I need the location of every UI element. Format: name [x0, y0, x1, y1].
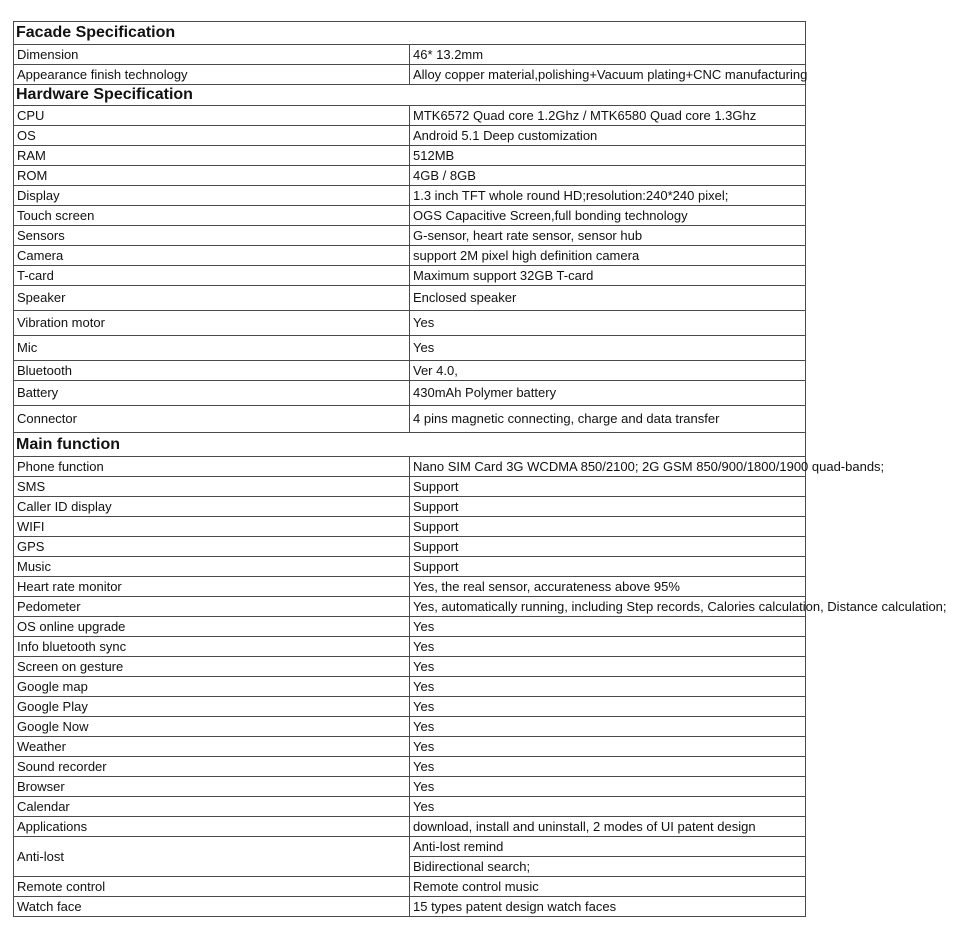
spec-row	[14, 381, 806, 406]
spec-label: Calendar	[14, 797, 410, 817]
spec-label: Display	[14, 186, 410, 206]
spec-label: Watch face	[14, 897, 410, 917]
spec-row	[14, 266, 806, 286]
spec-label: Weather	[14, 737, 410, 757]
spec-row	[14, 186, 806, 206]
spec-row	[14, 286, 806, 311]
spec-row	[14, 637, 806, 657]
section-title: Main function	[14, 433, 806, 457]
spec-label: CPU	[14, 106, 410, 126]
spec-value: 1.3 inch TFT whole round HD;resolution:240*240 pixel;	[410, 186, 806, 206]
spec-value: Yes	[410, 737, 806, 757]
spec-value: MTK6572 Quad core 1.2Ghz / MTK6580 Quad core 1.3Ghz	[410, 106, 806, 126]
spec-value: Remote control music	[410, 877, 806, 897]
spec-label: Caller ID display	[14, 497, 410, 517]
spec-value: Support	[410, 557, 806, 577]
spec-value: support 2M pixel high definition camera	[410, 246, 806, 266]
spec-value: Bidirectional search;	[410, 857, 806, 877]
spec-row	[14, 146, 806, 166]
spec-row	[14, 166, 806, 186]
spec-label: Sound recorder	[14, 757, 410, 777]
section-header-row	[14, 85, 806, 106]
spec-row	[14, 406, 806, 433]
spec-row	[14, 361, 806, 381]
spec-label: Music	[14, 557, 410, 577]
spec-row	[14, 311, 806, 336]
spec-label: Pedometer	[14, 597, 410, 617]
spec-label: Dimension	[14, 45, 410, 65]
section-header-row	[14, 22, 806, 45]
spec-value: Maximum support 32GB T-card	[410, 266, 806, 286]
spec-row	[14, 577, 806, 597]
spec-value: Yes	[410, 336, 806, 361]
spec-value: Ver 4.0,	[410, 361, 806, 381]
spec-label: Google map	[14, 677, 410, 697]
spec-value: Support	[410, 517, 806, 537]
spec-label: RAM	[14, 146, 410, 166]
spec-label: Heart rate monitor	[14, 577, 410, 597]
spec-row	[14, 336, 806, 361]
spec-value: 4GB / 8GB	[410, 166, 806, 186]
spec-row	[14, 457, 806, 477]
spec-value: Nano SIM Card 3G WCDMA 850/2100; 2G GSM 850/900/1800/1900 quad-bands;	[410, 457, 806, 477]
spec-value: Yes, automatically running, including Step records, Calories calculation, Distance calculation;	[410, 597, 806, 617]
spec-row	[14, 537, 806, 557]
spec-row	[14, 477, 806, 497]
spec-row	[14, 677, 806, 697]
spec-value: Yes	[410, 637, 806, 657]
spec-row	[14, 45, 806, 65]
spec-row-anti-lost	[14, 837, 806, 857]
spec-label: Info bluetooth sync	[14, 637, 410, 657]
spec-row	[14, 65, 806, 85]
spec-label: T-card	[14, 266, 410, 286]
spec-value: 15 types patent design watch faces	[410, 897, 806, 917]
spec-label: ROM	[14, 166, 410, 186]
spec-label: Touch screen	[14, 206, 410, 226]
spec-value: Yes	[410, 777, 806, 797]
spec-row	[14, 517, 806, 537]
spec-row	[14, 226, 806, 246]
spec-row	[14, 697, 806, 717]
spec-value: Anti-lost remind	[410, 837, 806, 857]
spec-value: G-sensor, heart rate sensor, sensor hub	[410, 226, 806, 246]
spec-label: Sensors	[14, 226, 410, 246]
spec-row	[14, 717, 806, 737]
spec-row	[14, 757, 806, 777]
spec-row	[14, 897, 806, 917]
spec-row	[14, 106, 806, 126]
spec-value: 512MB	[410, 146, 806, 166]
section-title: Hardware Specification	[14, 85, 806, 106]
spec-label: Phone function	[14, 457, 410, 477]
spec-value: Yes	[410, 617, 806, 637]
spec-value: Enclosed speaker	[410, 286, 806, 311]
spec-value: 430mAh Polymer battery	[410, 381, 806, 406]
spec-row	[14, 737, 806, 757]
spec-row	[14, 597, 806, 617]
spec-label: Connector	[14, 406, 410, 433]
spec-row	[14, 797, 806, 817]
spec-value: Yes	[410, 311, 806, 336]
spec-value: Yes	[410, 797, 806, 817]
spec-value: Yes	[410, 757, 806, 777]
spec-row	[14, 246, 806, 266]
spec-label: Browser	[14, 777, 410, 797]
spec-value: Yes	[410, 717, 806, 737]
section-header-row	[14, 433, 806, 457]
specification-table	[13, 21, 947, 917]
spec-label: SMS	[14, 477, 410, 497]
spec-row	[14, 126, 806, 146]
spec-label: Bluetooth	[14, 361, 410, 381]
spec-label: Speaker	[14, 286, 410, 311]
spec-label: OS online upgrade	[14, 617, 410, 637]
spec-label: Anti-lost	[14, 837, 410, 877]
spec-row	[14, 557, 806, 577]
spec-value: Alloy copper material,polishing+Vacuum plating+CNC manufacturing	[410, 65, 806, 85]
spec-label: Appearance finish technology	[14, 65, 410, 85]
spec-row	[14, 617, 806, 637]
spec-label: Mic	[14, 336, 410, 361]
spec-row	[14, 497, 806, 517]
spec-value: 4 pins magnetic connecting, charge and data transfer	[410, 406, 806, 433]
spec-value: Yes, the real sensor, accurateness above 95%	[410, 577, 806, 597]
spec-label: Remote control	[14, 877, 410, 897]
spec-value: 46* 13.2mm	[410, 45, 806, 65]
spec-label: WIFI	[14, 517, 410, 537]
spec-value: Yes	[410, 677, 806, 697]
spec-value: Support	[410, 477, 806, 497]
spec-label: GPS	[14, 537, 410, 557]
spec-label: Google Play	[14, 697, 410, 717]
spec-row	[14, 657, 806, 677]
spec-row	[14, 877, 806, 897]
spec-label: Vibration motor	[14, 311, 410, 336]
spec-label: OS	[14, 126, 410, 146]
spec-row	[14, 817, 806, 837]
spec-row	[14, 206, 806, 226]
spec-value: download, install and uninstall, 2 modes of UI patent design	[410, 817, 806, 837]
spec-value: Support	[410, 537, 806, 557]
spec-label: Camera	[14, 246, 410, 266]
spec-label: Screen on gesture	[14, 657, 410, 677]
section-title: Facade Specification	[14, 22, 806, 45]
spec-value: Yes	[410, 697, 806, 717]
spec-value: Support	[410, 497, 806, 517]
spec-value: Yes	[410, 657, 806, 677]
spec-label: Battery	[14, 381, 410, 406]
spec-row	[14, 777, 806, 797]
spec-value: Android 5.1 Deep customization	[410, 126, 806, 146]
spec-label: Applications	[14, 817, 410, 837]
spec-value: OGS Capacitive Screen,full bonding technology	[410, 206, 806, 226]
spec-label: Google Now	[14, 717, 410, 737]
